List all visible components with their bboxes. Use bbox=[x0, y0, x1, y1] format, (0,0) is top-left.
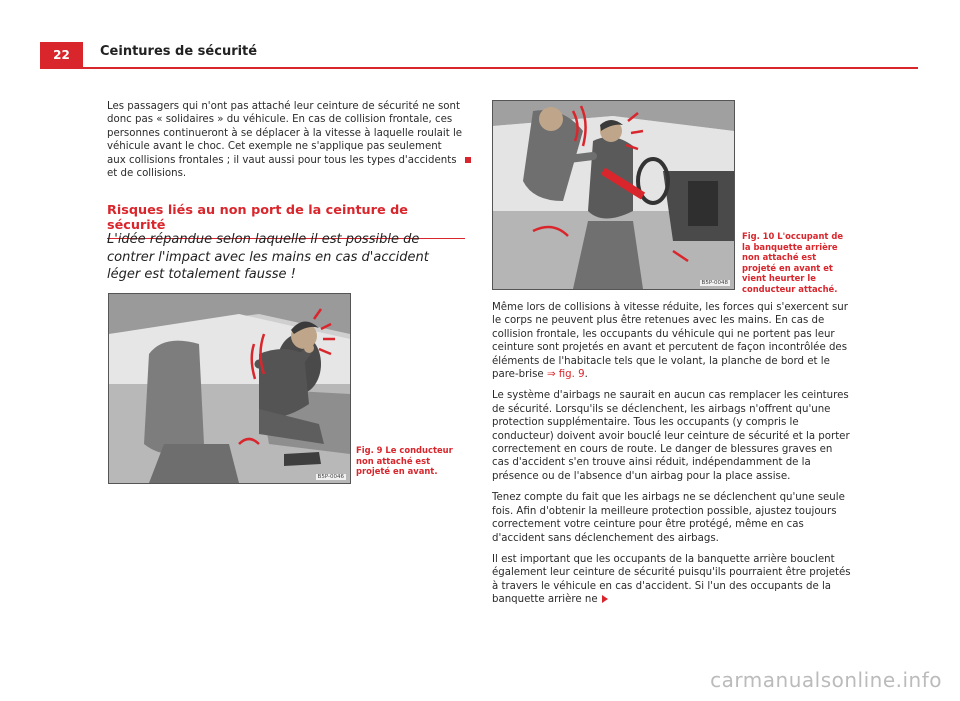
section-subtitle: L'idée répandue selon laquelle il est possible de contrer l'impact avec les mains en cas d'accident léger est totalement fausse ! bbox=[107, 232, 429, 283]
figure-10-caption: Fig. 10 L'occupant de la banquette arrière non attaché est projeté en avant et vient heurter le conducteur attaché. bbox=[742, 231, 844, 294]
header-divider bbox=[40, 67, 918, 69]
figure-9-reference-link[interactable]: ⇒ fig. 9 bbox=[546, 369, 585, 381]
paragraph-airbag-once: Tenez compte du fait que les airbags ne se déclenchent qu'une seule fois. Afin d'obtenir la meilleure protection possible, ajustez toujours correctement votre ceinture pour être protégé, même en cas d'accident sans déclenchement des airbags. bbox=[492, 492, 845, 544]
paragraph-collision-forces-text: Même lors de collisions à vitesse réduite, les forces qui s'exercent sur le corps ne peuvent plus être retenues avec les mains. En cas de collision frontale, les occupants du véhicule qui ne portent pas leur ceinture sont projetés en avant et percutent de façon incontrôlée des éléments de l'habitacle tels que le volant, la planche de bord et le pare-brise bbox=[492, 302, 848, 381]
intro-paragraph: Les passagers qui n'ont pas attaché leur ceinture de sécurité ne sont donc pas « solidaires » du véhicule. En cas de collision frontale, ces personnes continueront à se déplacer à la vitesse à laquelle roulait le véhicule avant le choc. Cet exemple ne s'applique pas seulement aux collisions frontales ; il vaut aussi pour tous les types d'accidents et de collisions. bbox=[107, 101, 463, 180]
paragraph-rear-passengers bbox=[492, 553, 852, 607]
site-watermark: carmanualsonline.info bbox=[710, 668, 942, 692]
paragraph-airbag-system: Le système d'airbags ne saurait en aucun cas remplacer les ceintures de sécurité. Lorsqu'ils se déclenchent, les airbags n'offrent qu'une protection supplémentaire. Tous les occupants (y compris le conducteur) doivent avoir bouclé leur ceinture de sécurité et la porter correctement en cours de route. Le danger de blessures graves en cas d'accident s'en trouve ainsi réduit, indépendamment de la présence ou de l'absence d'un airbag pour la place assise. bbox=[492, 390, 850, 482]
right-column bbox=[492, 301, 852, 615]
figure-10-code: B5P-0048 bbox=[701, 280, 728, 286]
section-end-marker bbox=[465, 157, 471, 163]
left-column bbox=[107, 100, 463, 180]
paragraph-rear-passengers-text: Il est important que les occupants de la banquette arrière bouclent également leur ceinture de sécurité puisqu'ils pourraient être projetés à travers le véhicule en cas d'accident. Si l'un des occupants de la banquette arrière ne bbox=[492, 553, 851, 606]
continue-arrow-icon bbox=[602, 595, 608, 603]
figure-9-illustration bbox=[108, 293, 351, 484]
figure-10-illustration bbox=[492, 100, 735, 290]
paragraph-collision-forces: Même lors de collisions à vitesse réduite, les forces qui s'exercent sur le corps ne peuvent plus être retenues avec les mains. En cas de collision frontale, les occupants du véhicule qui ne portent pas leur ceinture sont projetés en avant et percutent de façon incontrôlée des éléments de l'habitacle tels que le volant, la planche de bord et le pare-brise ⇒ fig. 9. bbox=[492, 302, 848, 381]
section-title: Risques liés au non port de la ceinture de sécurité bbox=[107, 203, 465, 239]
page-header-title: Ceintures de sécurité bbox=[100, 44, 258, 59]
figure-9-code: B5P-0046 bbox=[317, 474, 344, 480]
driver-crash-illustration bbox=[109, 294, 350, 483]
page-number: 22 bbox=[40, 42, 83, 68]
rear-passenger-crash-illustration bbox=[493, 101, 734, 289]
figure-9-caption: Fig. 9 Le conducteur non attaché est projeté en avant. bbox=[356, 445, 453, 477]
